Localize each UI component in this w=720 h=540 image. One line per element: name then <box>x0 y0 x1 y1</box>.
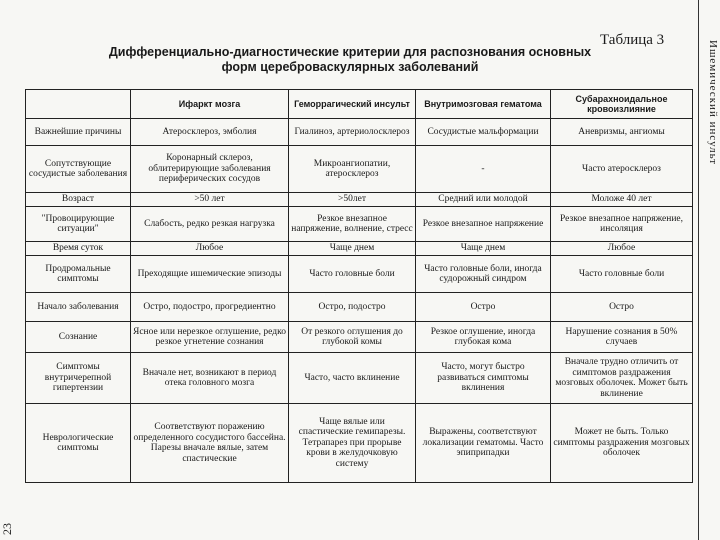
table-row <box>26 119 693 146</box>
table-cell: Резкое оглушение, иногда глубокая кома <box>416 322 551 353</box>
table-cell: Чаще вялые или спастические гемипарезы. Тетрапарез при прорыве крови в желудочковую систему <box>289 404 416 483</box>
table-cell: Часто головные боли, иногда судорожный синдром <box>416 256 551 293</box>
table-cell: Нарушение сознания в 50% случаев <box>551 322 693 353</box>
row-label: Неврологические симптомы <box>26 404 131 483</box>
row-label: Начало заболевания <box>26 293 131 322</box>
table-cell: Остро, подостро <box>289 293 416 322</box>
table-cell: Резкое внезапное напряжение, волнение, стресс <box>289 207 416 242</box>
table-row <box>26 256 693 293</box>
table-cell: - <box>416 146 551 193</box>
table-header-row <box>26 90 693 119</box>
row-label: Симптомы внутричерепной гипертензии <box>26 353 131 404</box>
table-label: Таблица 3 <box>600 32 665 48</box>
row-label: Сопутствующие сосудистые заболевания <box>26 146 131 193</box>
row-label: Важнейшие причины <box>26 119 131 146</box>
table-cell: Атеросклероз, эмболия <box>131 119 289 146</box>
table-row <box>26 404 693 483</box>
col-header-hematoma: Внутримозговая гематома <box>416 90 551 119</box>
col-header-hemorrhagic: Геморрагический инсульт <box>289 90 416 119</box>
table-cell: Вначале трудно отличить от симптомов раздражения мозговых оболочек. Может быть вклинение <box>551 353 693 404</box>
table-row <box>26 207 693 242</box>
col-header-criterion <box>26 90 131 119</box>
table-cell: Преходящие ишемические эпизоды <box>131 256 289 293</box>
page-number: 23 <box>0 523 14 535</box>
table-cell: Часто головные боли <box>551 256 693 293</box>
page-title: Дифференциально-диагностические критерии для распознования основных форм цереброваскулярных заболеваний <box>108 45 592 74</box>
table-cell: >50 лет <box>131 193 289 207</box>
table-cell: Часто головные боли <box>289 256 416 293</box>
table-cell: Остро, подостро, прогредиентно <box>131 293 289 322</box>
col-header-subarachnoid: Субарахноидальное кровоизлияние <box>551 90 693 119</box>
table-row <box>26 353 693 404</box>
side-running-title: Ишемический инсульт <box>707 40 719 166</box>
table-cell: Слабость, редко резкая нагрузка <box>131 207 289 242</box>
table-cell: От резкого оглушения до глубокой комы <box>289 322 416 353</box>
row-label: Время суток <box>26 242 131 256</box>
table-cell: Остро <box>416 293 551 322</box>
table-cell: Вначале нет, возникают в период отека головного мозга <box>131 353 289 404</box>
table-cell: Сосудистые мальформации <box>416 119 551 146</box>
table-cell: Ясное или нерезкое оглушение, редко резкое угнетение сознания <box>131 322 289 353</box>
table-cell: Любое <box>551 242 693 256</box>
row-label: "Провоцирующие ситуации" <box>26 207 131 242</box>
row-label: Сознание <box>26 322 131 353</box>
row-label: Продромальные симптомы <box>26 256 131 293</box>
table-row <box>26 242 693 256</box>
criteria-table <box>25 89 693 483</box>
table-cell: Резкое внезапное напряжение, инсоляция <box>551 207 693 242</box>
table-cell: Часто атеросклероз <box>551 146 693 193</box>
table-cell: Остро <box>551 293 693 322</box>
table-cell: Часто, могут быстро развиваться симптомы вклинения <box>416 353 551 404</box>
table-row <box>26 293 693 322</box>
table-cell: Резкое внезапное напряжение <box>416 207 551 242</box>
table-cell: Может не быть. Только симптомы раздражения мозговых оболочек <box>551 404 693 483</box>
table-cell: Часто, часто вклинение <box>289 353 416 404</box>
table-cell: Соответствуют поражению определенного сосудистого бассейна. Парезы вначале вялые, затем спастические <box>131 404 289 483</box>
table-row <box>26 146 693 193</box>
table-cell: Чаще днем <box>416 242 551 256</box>
table-cell: Коронарный склероз, облитерирующие заболевания периферических сосудов <box>131 146 289 193</box>
table-cell: Гиалиноз, артериолосклероз <box>289 119 416 146</box>
table-row <box>26 322 693 353</box>
table-cell: Микроангиопатии, атеросклероз <box>289 146 416 193</box>
col-header-infarction: Ифаркт мозга <box>131 90 289 119</box>
table-cell: Чаще днем <box>289 242 416 256</box>
table-cell: Моложе 40 лет <box>551 193 693 207</box>
table-cell: >50лет <box>289 193 416 207</box>
table-cell: Средний или молодой <box>416 193 551 207</box>
table-row <box>26 193 693 207</box>
row-label: Возраст <box>26 193 131 207</box>
table-cell: Аневризмы, ангиомы <box>551 119 693 146</box>
table-cell: Любое <box>131 242 289 256</box>
table-cell: Выражены, соответствуют локализации гематомы. Часто эпиприпадки <box>416 404 551 483</box>
